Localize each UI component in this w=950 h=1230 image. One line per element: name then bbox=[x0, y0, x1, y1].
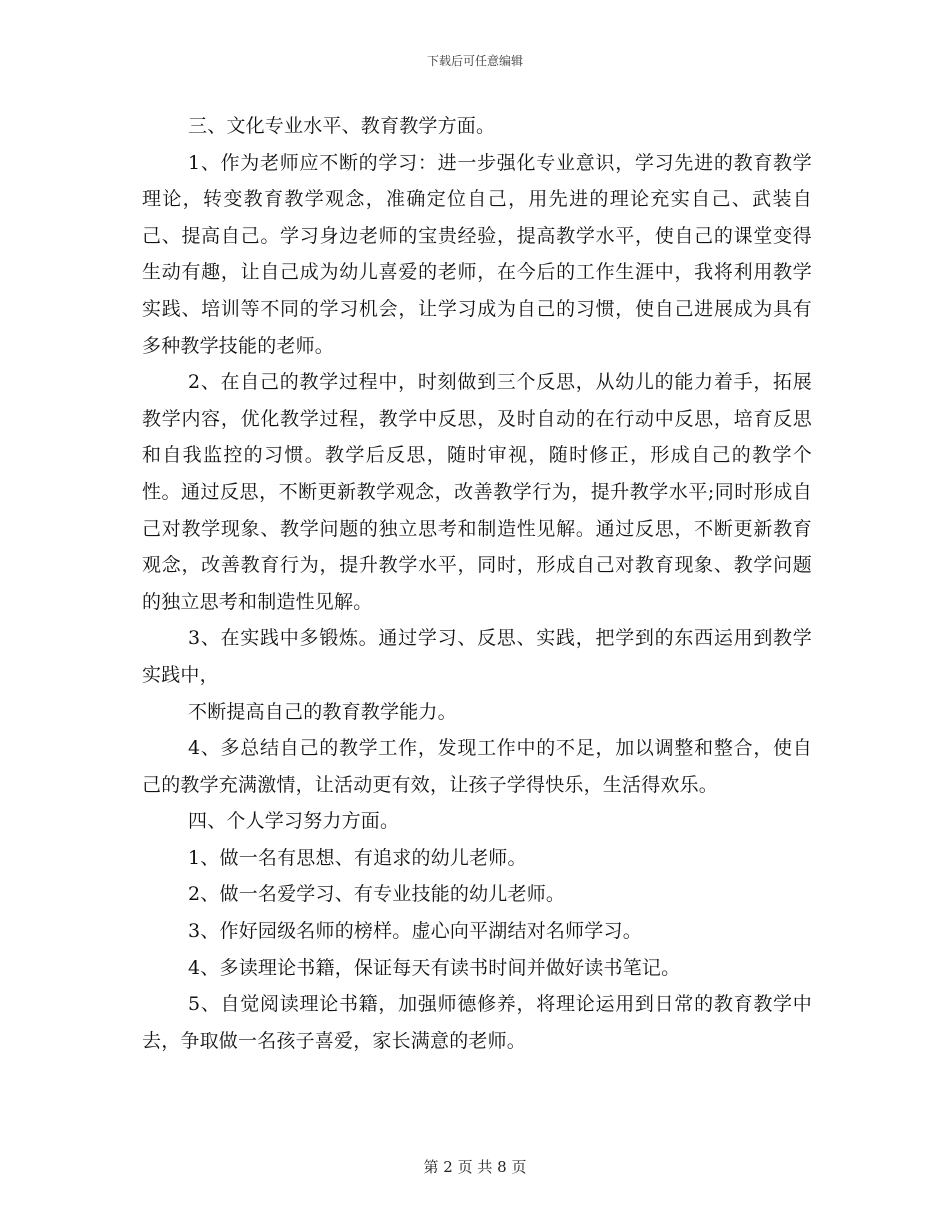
document-body bbox=[142, 108, 812, 1059]
section-heading-4: 四、个人学习努力方面。 bbox=[188, 810, 400, 833]
list-item-5: 5、自觉阅读理论书籍，加强师德修养，将理论运用到日常的教育教学中去，争取做一名孩子喜爱，家长满意的老师。 bbox=[142, 993, 812, 1052]
page-number: 第 2 页 共 8 页 bbox=[423, 1158, 527, 1176]
paragraph-item-2: 2、在自己的教学过程中，时刻做到三个反思，从幼儿的能力着手，拓展教学内容，优化教学过程，教学中反思，及时自动的在行动中反思，培育反思和自我监控的习惯。教学后反思，随时审视，随时修正，形成自己的教学个性。通过反思，不断更新教学观念，改善教学行为，提升教学水平;同时形成自己对教学现象、教学问题的独立思考和制造性见解。通过反思，不断更新教育观念，改善教育行为，提升教学水平，同时，形成自己对教育现象、教学问题的独立思考和制造性见解。 bbox=[142, 371, 812, 613]
paragraph-item-4: 4、多总结自己的教学工作，发现工作中的不足，加以调整和整合，使自己的教学充满激情，让活动更有效，让孩子学得快乐，生活得欢乐。 bbox=[142, 737, 812, 796]
paragraph-item-3-continued: 不断提高自己的教育教学能力。 bbox=[188, 700, 457, 723]
paragraph-item-1: 1、作为老师应不断的学习：进一步强化专业意识，学习先进的教育教学理论，转变教育教学观念，准确定位自己，用先进的理论充实自己、武装自己、提高自己。学习身边老师的宝贵经验，提高教学水平，使自己的课堂变得生动有趣，让自己成为幼儿喜爱的老师，在今后的工作生涯中，我将利用教学实践、培训等不同的学习机会，让学习成为自己的习惯，使自己进展成为具有多种教学技能的老师。 bbox=[142, 151, 812, 357]
paragraph-item-3: 3、在实践中多锻炼。通过学习、反思、实践，把学到的东西运用到教学实践中， bbox=[142, 627, 812, 686]
list-item-3: 3、作好园级名师的榜样。虚心向平湖结对名师学习。 bbox=[188, 920, 642, 943]
list-item-4: 4、多读理论书籍，保证每天有读书时间并做好读书笔记。 bbox=[188, 956, 681, 979]
list-item-1: 1、做一名有思想、有追求的幼儿老师。 bbox=[188, 846, 527, 869]
page-header: 下载后可任意编辑 bbox=[426, 54, 523, 68]
section-heading-3: 三、文化专业水平、教育教学方面。 bbox=[188, 115, 496, 137]
list-item-2: 2、做一名爱学习、有专业技能的幼儿老师。 bbox=[188, 883, 566, 906]
